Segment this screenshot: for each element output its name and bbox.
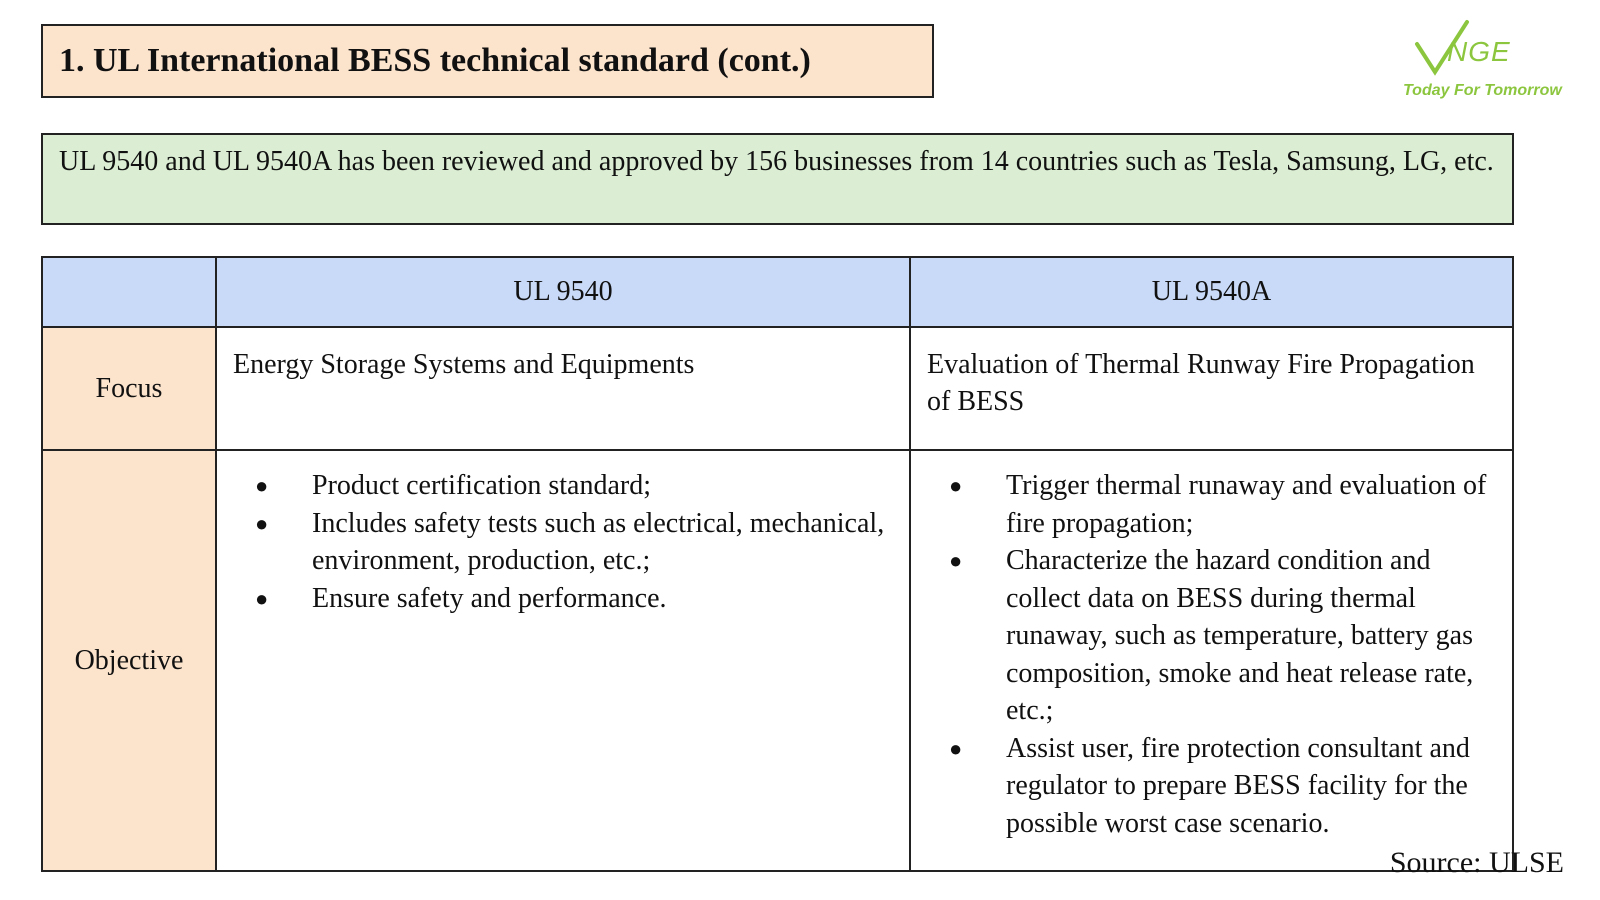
logo-wordmark: NGE [1447, 36, 1511, 67]
focus-ul9540a-cell: Evaluation of Thermal Runway Fire Propagation of BESS [910, 327, 1513, 450]
standards-comparison-table [41, 256, 1514, 872]
list-item: ● Trigger thermal runaway and evaluation of fire propagation; [927, 467, 1496, 542]
objective-ul9540-cell [216, 450, 910, 871]
table-header-row [42, 257, 1513, 327]
focus-ul9540-cell: Energy Storage Systems and Equipments [216, 327, 910, 450]
objective-ul9540a-list [927, 467, 1496, 842]
list-item: ● Characterize the hazard condition and collect data on BESS during thermal runaway, such as temperature, battery gas composition, smoke and heat release rate, etc.; [927, 542, 1496, 730]
list-item: ● Product certification standard; [233, 467, 893, 505]
list-item: ● Ensure safety and performance. [233, 580, 893, 618]
header-corner-cell [42, 257, 216, 327]
source-note: Source: ULSE [1389, 846, 1564, 879]
table-row-focus [42, 327, 1513, 450]
row-label-focus: Focus [42, 327, 216, 450]
summary-callout: UL 9540 and UL 9540A has been reviewed and approved by 156 businesses from 14 countries such as Tesla, Samsung, LG, etc. [41, 133, 1514, 225]
table-row-objective [42, 450, 1513, 871]
vnge-logo [1405, 16, 1585, 111]
header-ul9540: UL 9540 [216, 257, 910, 327]
objective-ul9540a-cell [910, 450, 1513, 871]
row-label-objective: Objective [42, 450, 216, 871]
objective-ul9540-list [233, 467, 893, 617]
list-item: ● Includes safety tests such as electrical, mechanical, environment, production, etc.; [233, 505, 893, 580]
slide-title: 1. UL International BESS technical standard (cont.) [41, 24, 934, 98]
header-ul9540a: UL 9540A [910, 257, 1513, 327]
logo-tagline: Today For Tomorrow [1403, 82, 1562, 99]
list-item: ● Assist user, fire protection consultant and regulator to prepare BESS facility for the possible worst case scenario. [927, 730, 1496, 843]
